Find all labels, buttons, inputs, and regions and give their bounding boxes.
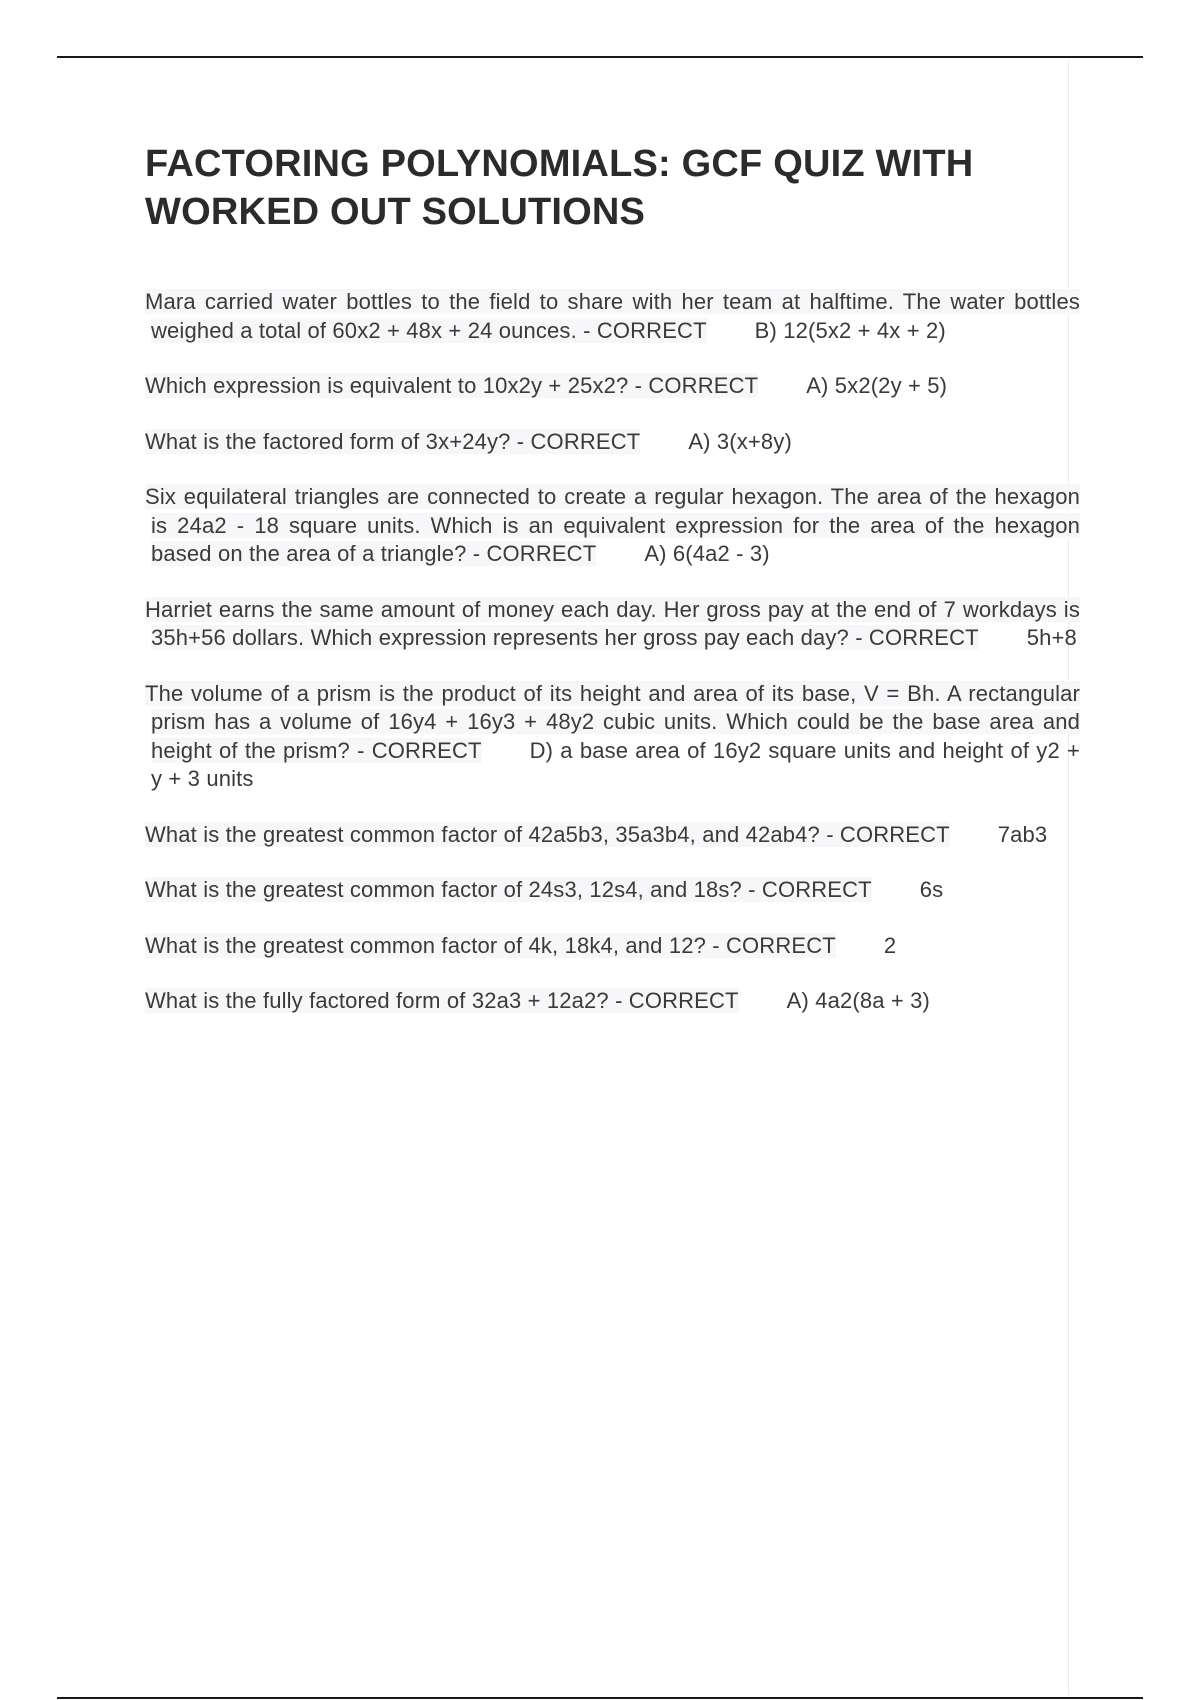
question-text: Mara carried water bottles to the field to share with her team at halftime. The water bottles weighed a total of 60x2 + 48x + 24 ounces. - CORRECT [145, 289, 1080, 343]
answer-text: 5h+8 [1026, 625, 1077, 650]
qa-item [145, 428, 1080, 457]
answer-text: 6s [919, 877, 944, 902]
answer-text: A) 6(4a2 - 3) [644, 541, 770, 566]
answer-text: A) 3(x+8y) [688, 428, 792, 454]
qa-item [145, 288, 1080, 345]
page-title: FACTORING POLYNOMIALS: GCF QUIZ WITH WORKED OUT SOLUTIONS [145, 143, 974, 233]
bottom-rule [57, 1697, 1143, 1699]
question-text: Which expression is equivalent to 10x2y + 25x2? - CORRECT [145, 373, 759, 398]
answer-text: B) 12(5x2 + 4x + 2) [754, 317, 946, 343]
answer-text: D) a base area of 16y2 square units and height of y2 + y + 3 units [151, 737, 1080, 791]
question-text: What is the fully factored form of 32a3 + 12a2? - CORRECT [145, 988, 739, 1013]
qa-item [145, 987, 1080, 1016]
question-text: Six equilateral triangles are connected to create a regular hexagon. The area of the hexagon is 24a2 - 18 square units. Which is an equivalent expression for the area of the hexagon based on the area of a triangle? - CORRECT [145, 484, 1080, 566]
question-text: The volume of a prism is the product of its height and area of its base, V = Bh. A rectangular prism has a volume of 16y4 + 16y3 + 48y2 cubic units. Which could be the base area and height of the prism? - CORRECT [145, 680, 1080, 763]
qa-item [145, 483, 1080, 569]
qa-item [145, 680, 1080, 794]
answer-text: 7ab3 [997, 821, 1048, 847]
top-rule [57, 56, 1143, 58]
question-text: What is the greatest common factor of 24s3, 12s4, and 18s? - CORRECT [145, 877, 872, 902]
qa-list [145, 288, 1080, 1016]
question-text: What is the greatest common factor of 4k, 18k4, and 12? - CORRECT [145, 932, 836, 958]
qa-item [145, 932, 1080, 961]
answer-text: A) 4a2(8a + 3) [786, 988, 930, 1013]
qa-item [145, 372, 1080, 401]
question-text: What is the greatest common factor of 42a5b3, 35a3b4, and 42ab4? - CORRECT [145, 821, 950, 847]
qa-item [145, 821, 1080, 850]
answer-text: A) 5x2(2y + 5) [806, 373, 948, 398]
question-text: Harriet earns the same amount of money each day. Her gross pay at the end of 7 workdays is 35h+56 dollars. Which expression represents her gross pay each day? - CORRECT [145, 596, 1080, 650]
answer-text: 2 [883, 932, 897, 958]
qa-item [145, 596, 1080, 653]
document-body [145, 140, 1080, 1043]
qa-item [145, 876, 1080, 905]
question-text: What is the factored form of 3x+24y? - CORRECT [145, 428, 641, 454]
